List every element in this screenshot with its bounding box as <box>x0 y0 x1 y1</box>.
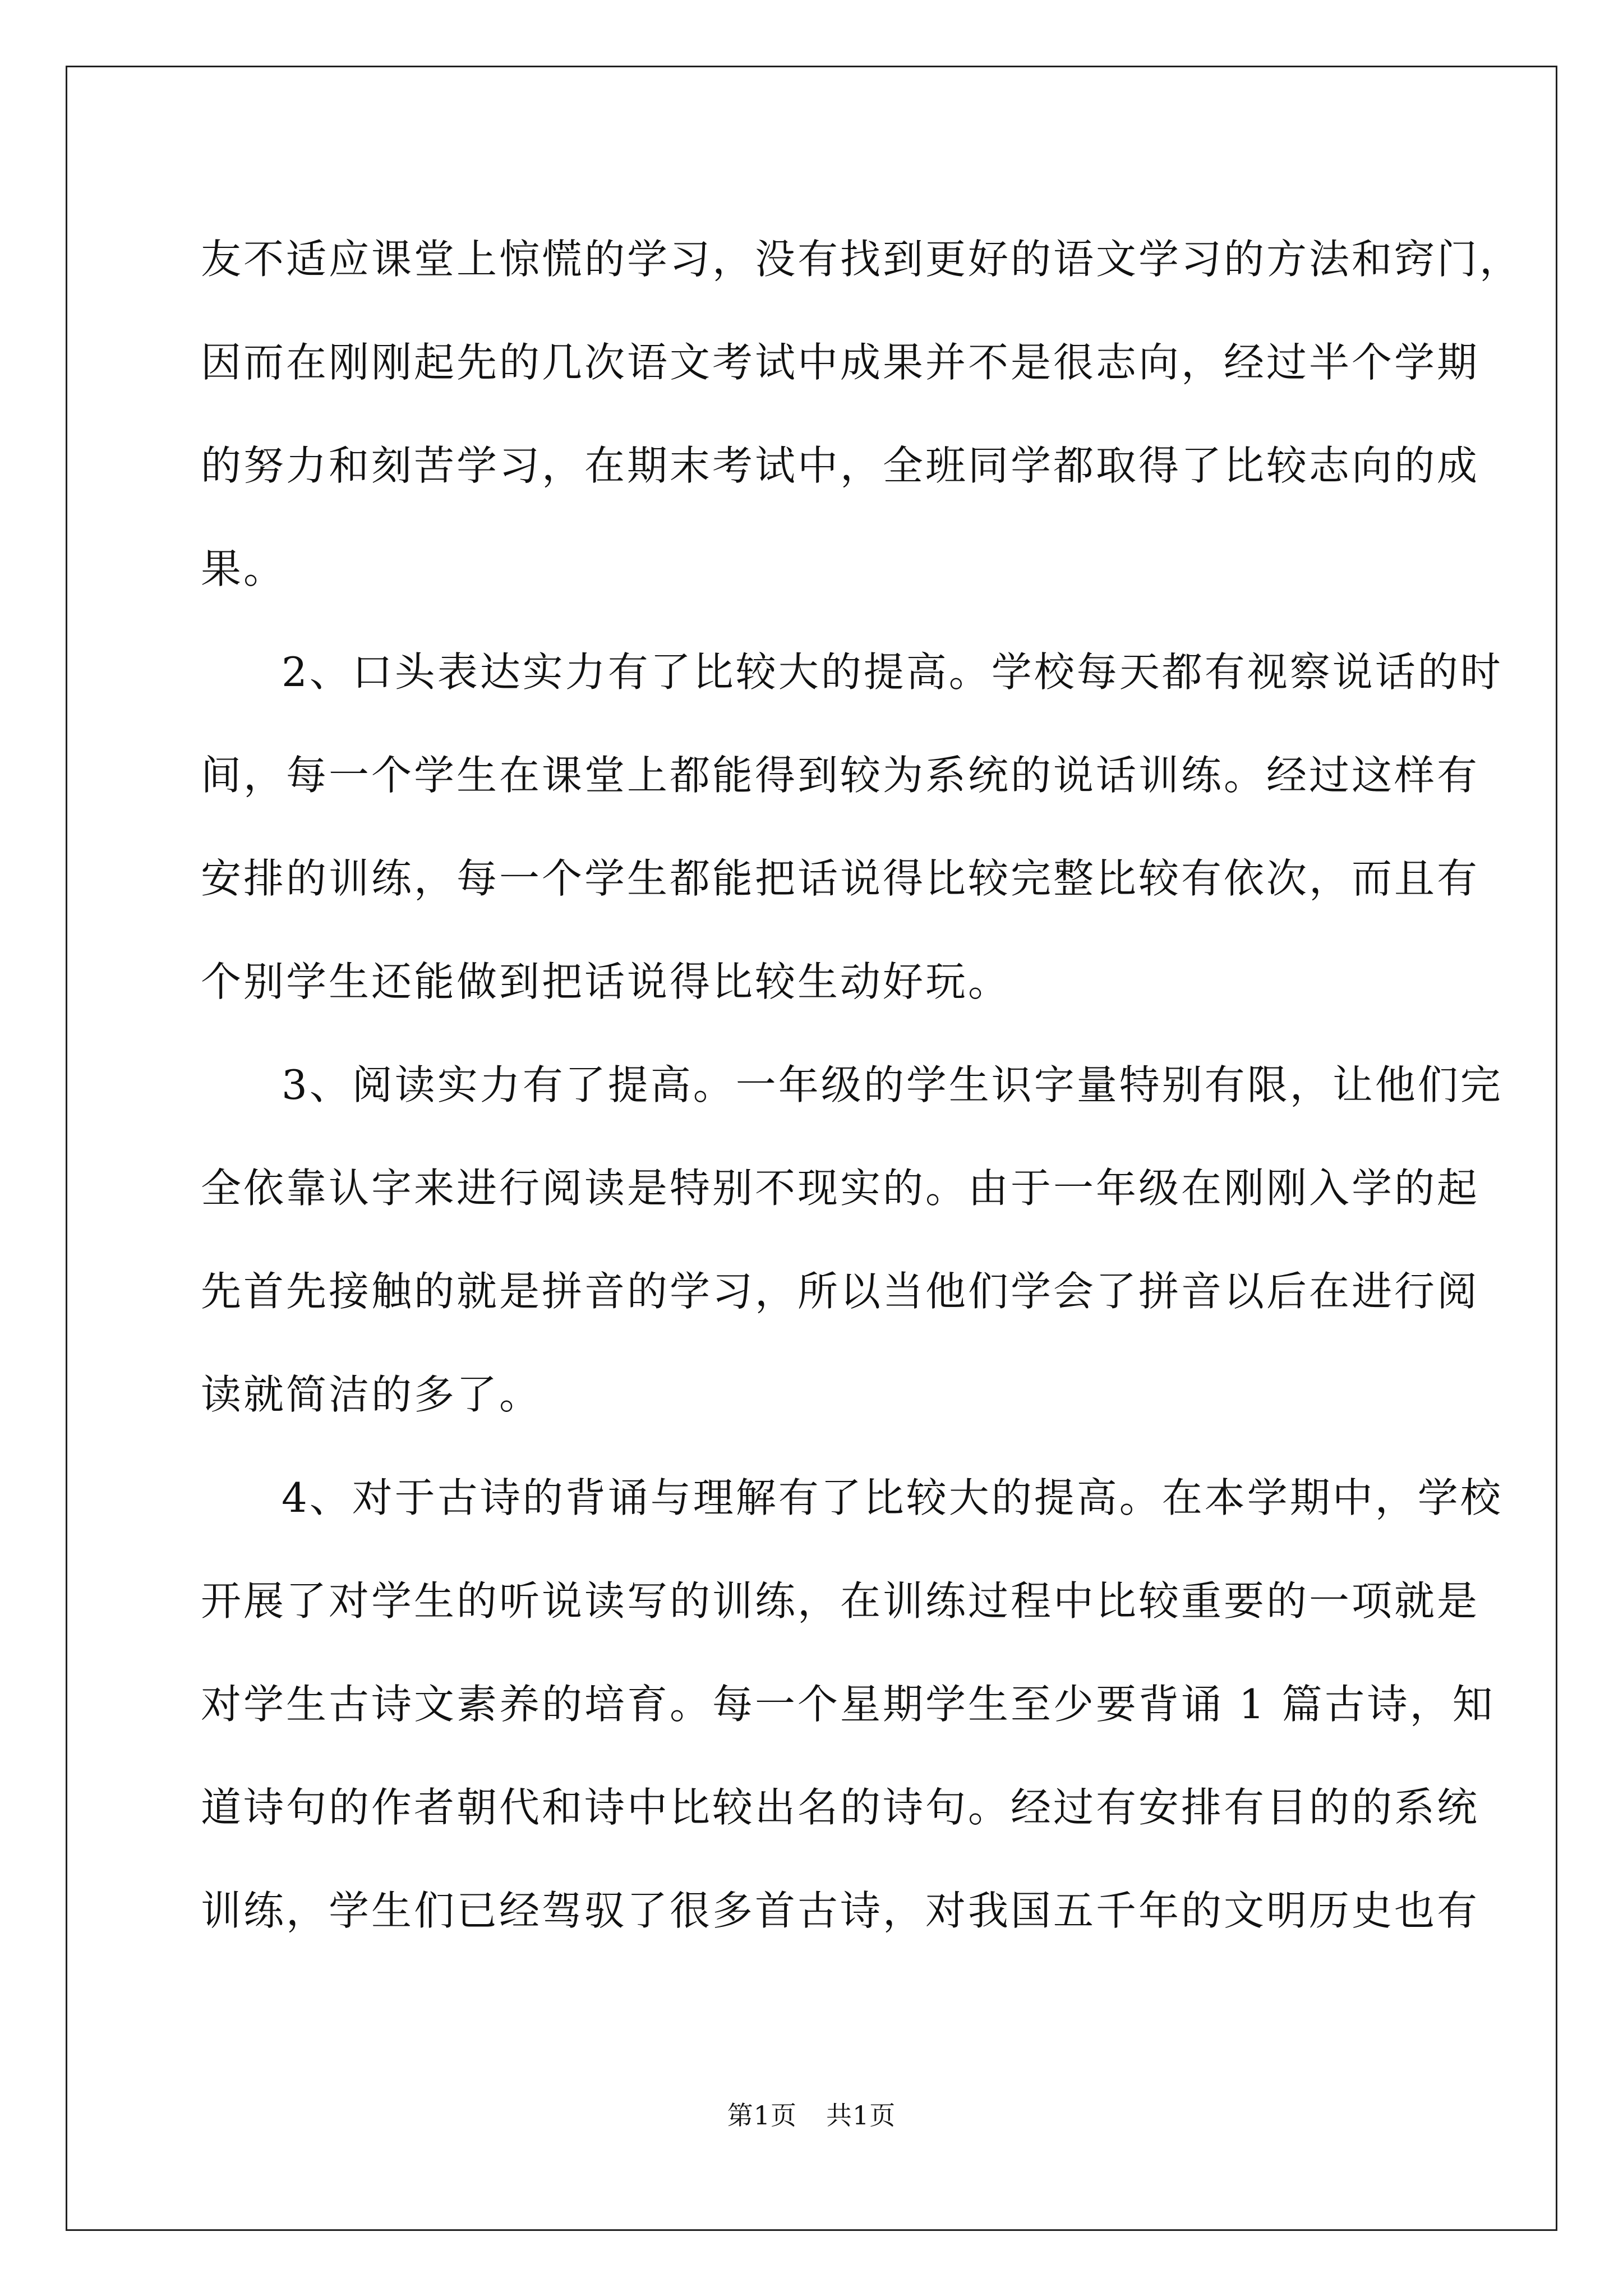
text-line: 训练，学生们已经驾驭了很多首古诗，对我国五千年的文明历史也有 <box>201 1887 1480 1934</box>
text-line: 对学生古诗文素养的培育。每一个星期学生至少要背诵 1 篇古诗，知 <box>201 1681 1495 1728</box>
text-line: 全依靠认字来进行阅读是特别不现实的。由于一年级在刚刚入学的起 <box>201 1165 1480 1212</box>
text-line: 友不适应课堂上惊慌的学习，没有找到更好的语文学习的方法和窍门， <box>201 236 1523 283</box>
text-line: 果。 <box>201 545 287 592</box>
text-line: 因而在刚刚起先的几次语文考试中成果并不是很志向，经过半个学期 <box>201 339 1480 386</box>
text-line: 2、口头表达实力有了比较大的提高。学校每天都有视察说话的时 <box>282 648 1503 696</box>
page-total: 共1页 <box>826 2100 896 2131</box>
text-line: 3、阅读实力有了提高。一年级的学生识字量特别有限，让他们完 <box>282 1061 1503 1108</box>
text-line: 个别学生还能做到把话说得比较生动好玩。 <box>201 958 1011 1005</box>
text-line: 先首先接触的就是拼音的学习，所以当他们学会了拼音以后在进行阅 <box>201 1268 1480 1315</box>
page-number: 第1页 <box>727 2100 797 2131</box>
document-body <box>201 208 1523 1962</box>
text-line: 4、对于古诗的背诵与理解有了比较大的提高。在本学期中，学校 <box>282 1474 1503 1521</box>
page-footer <box>0 2095 1623 2132</box>
text-line: 开展了对学生的听说读写的训练，在训练过程中比较重要的一项就是 <box>201 1577 1480 1625</box>
text-line: 的努力和刻苦学习，在期末考试中，全班同学都取得了比较志向的成 <box>201 442 1480 489</box>
text-line: 间，每一个学生在课堂上都能得到较为系统的说话训练。经过这样有 <box>201 752 1480 799</box>
text-line: 读就简洁的多了。 <box>201 1371 542 1418</box>
text-line: 道诗句的作者朝代和诗中比较出名的诗句。经过有安排有目的的系统 <box>201 1784 1480 1831</box>
text-line: 安排的训练，每一个学生都能把话说得比较完整比较有依次，而且有 <box>201 855 1480 902</box>
